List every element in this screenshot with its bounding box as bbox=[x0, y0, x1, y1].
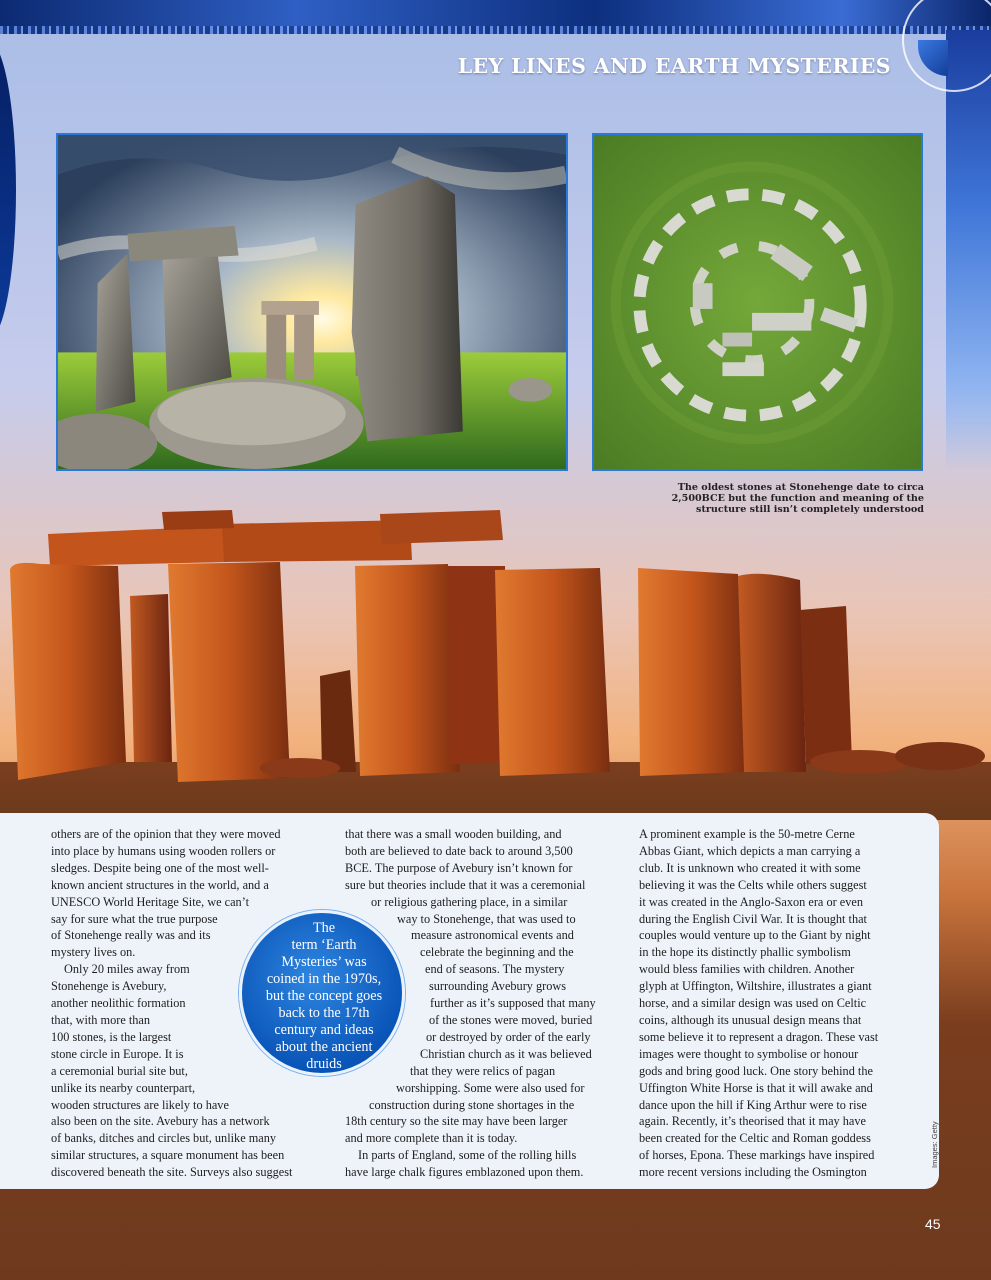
article-line: construction during stone shortages in the bbox=[369, 1097, 575, 1112]
article-line: of horses, Epona. These markings have inspired bbox=[639, 1148, 875, 1163]
article-line: have large chalk figures emblazoned upon them. bbox=[345, 1165, 584, 1180]
article-line: end of seasons. The mystery bbox=[425, 962, 565, 977]
article-line: a ceremonial burial site but, bbox=[51, 1063, 188, 1078]
article-line: during the English Civil War. It is thought that bbox=[639, 911, 867, 926]
article-line: some believe it to represent a dragon. These vast bbox=[639, 1029, 879, 1044]
sunburst-photo-graphic bbox=[58, 135, 566, 469]
article-line: both are believed to date back to around 3,500 bbox=[345, 843, 573, 858]
article-line: another neolithic formation bbox=[51, 996, 186, 1011]
article-line: again. Recently, it’s theorised that it may have bbox=[639, 1114, 866, 1129]
article-line: wooden structures are likely to have bbox=[51, 1097, 229, 1112]
article-line: mystery lives on. bbox=[51, 945, 136, 960]
article-line: Stonehenge is Avebury, bbox=[51, 979, 167, 994]
article-line: A prominent example is the 50-metre Cerne bbox=[639, 827, 855, 841]
pull-quote-line: term ‘Earth bbox=[291, 937, 357, 953]
pull-quote-line: druids bbox=[306, 1056, 342, 1072]
pull-quote-line: about the ancient bbox=[275, 1039, 373, 1055]
article-line: would bless families with children. Another bbox=[639, 962, 855, 977]
caption-line: structure still isn’t completely understood bbox=[696, 504, 924, 515]
article-line: Uffington White Horse is that it will awake and bbox=[639, 1080, 873, 1095]
stonehenge-sunset-photo bbox=[0, 500, 991, 820]
pull-quote bbox=[256, 920, 392, 1073]
pull-quote-line: Mysteries’ was bbox=[281, 954, 367, 970]
decorative-right-band bbox=[946, 30, 991, 470]
article-line: say for sure what the true purpose bbox=[51, 911, 218, 926]
article-line: glyph at Uffington, Wiltshire, illustrates a giant bbox=[639, 979, 872, 994]
article-column-3 bbox=[639, 826, 909, 1181]
article-line: images were thought to symbolise or honour bbox=[639, 1046, 859, 1061]
article-line: sure but theories include that it was a ceremonial bbox=[345, 877, 586, 892]
article-line: measure astronomical events and bbox=[411, 928, 574, 943]
article-line: been created for the Celtic and Roman goddess bbox=[639, 1131, 871, 1146]
decorative-top-band bbox=[0, 0, 991, 34]
article-line: unlike its nearby counterpart, bbox=[51, 1080, 196, 1095]
article-line: 18th century so the site may have been larger bbox=[345, 1114, 568, 1129]
article-line: coins, although its unusual design means that bbox=[639, 1012, 862, 1027]
pull-quote-line: but the concept goes bbox=[265, 988, 383, 1004]
caption-line: The oldest stones at Stonehenge date to circa bbox=[677, 482, 924, 493]
pull-quote-line: The bbox=[312, 920, 336, 936]
article-line: others are of the opinion that they were moved bbox=[51, 827, 281, 841]
article-line: way to Stonehenge, that was used to bbox=[397, 911, 576, 926]
article-line: in the hope its distinctly phallic symbolism bbox=[639, 945, 851, 960]
article-line: or destroyed by order of the early bbox=[426, 1029, 591, 1044]
article-line: believing it was the Celts while others suggest bbox=[639, 877, 867, 892]
article-line: couples would venture up to the Giant by night bbox=[639, 928, 871, 943]
image-credit: Images: Getty bbox=[930, 1121, 939, 1168]
article-line: into place by humans using wooden rollers or bbox=[51, 843, 276, 858]
article-line: UNESCO World Heritage Site, we can’t bbox=[51, 894, 249, 909]
article-line: known ancient structures in the world, and a bbox=[51, 877, 269, 892]
article-line: 100 stones, is the largest bbox=[51, 1029, 172, 1044]
pull-quote-line: coined in the 1970s, bbox=[266, 971, 382, 987]
article-line: of Stonehenge really was and its bbox=[51, 928, 211, 943]
section-title: LEY LINES AND EARTH MYSTERIES bbox=[457, 54, 891, 78]
article-line: of banks, ditches and circles but, unlike many bbox=[51, 1131, 277, 1146]
article-line: worshipping. Some were also used for bbox=[396, 1080, 585, 1095]
article-line: sledges. Despite being one of the most well- bbox=[51, 860, 269, 875]
article-line: celebrate the beginning and the bbox=[420, 945, 574, 960]
stonehenge-sunburst-photo bbox=[56, 133, 568, 471]
article-line: Only 20 miles away from bbox=[64, 962, 190, 977]
article-line: dance upon the hill if King Arthur were to rise bbox=[639, 1097, 867, 1112]
article-line: horse, and a similar design was used on Celtic bbox=[639, 996, 867, 1011]
article-line: of the stones were moved, buried bbox=[429, 1012, 593, 1027]
article-line: it was created in the Anglo-Saxon era or even bbox=[639, 894, 863, 909]
article-line: also been on the site. Avebury has a network bbox=[51, 1114, 270, 1129]
article-line: similar structures, a square monument has been bbox=[51, 1148, 285, 1163]
pull-quote-line: back to the 17th bbox=[278, 1005, 370, 1021]
caption-line: 2,500BCE but the function and meaning of the bbox=[671, 493, 924, 504]
page-number: 45 bbox=[925, 1216, 941, 1232]
article-line: Abbas Giant, which depicts a man carrying a bbox=[639, 843, 861, 858]
article-line: that there was a small wooden building, and bbox=[345, 827, 562, 841]
pull-quote-line: century and ideas bbox=[274, 1022, 374, 1038]
article-line: further as it’s supposed that many bbox=[430, 996, 596, 1011]
article-line: that they were relics of pagan bbox=[410, 1063, 556, 1078]
article-line: and more complete than it is today. bbox=[345, 1131, 518, 1146]
article-line: more recent versions including the Osmington bbox=[639, 1165, 867, 1180]
article-line: club. It is unknown who created it with some bbox=[639, 860, 861, 875]
sunset-photo-graphic bbox=[0, 500, 991, 820]
article-line: discovered beneath the site. Surveys also suggest bbox=[51, 1165, 293, 1180]
stonehenge-aerial-photo bbox=[592, 133, 923, 471]
article-line: stone circle in Europe. It is bbox=[51, 1046, 184, 1061]
article-line: that, with more than bbox=[51, 1012, 151, 1027]
aerial-photo-graphic bbox=[594, 135, 921, 469]
article-line: or religious gathering place, in a similar bbox=[371, 894, 568, 909]
article-line: BCE. The purpose of Avebury isn’t known for bbox=[345, 860, 573, 875]
article-line: In parts of England, some of the rolling hills bbox=[358, 1148, 577, 1163]
article-line: Christian church as it was believed bbox=[420, 1046, 592, 1061]
article-line: surrounding Avebury grows bbox=[429, 979, 567, 994]
article-line: gods and bring good luck. One story behind the bbox=[639, 1063, 873, 1078]
